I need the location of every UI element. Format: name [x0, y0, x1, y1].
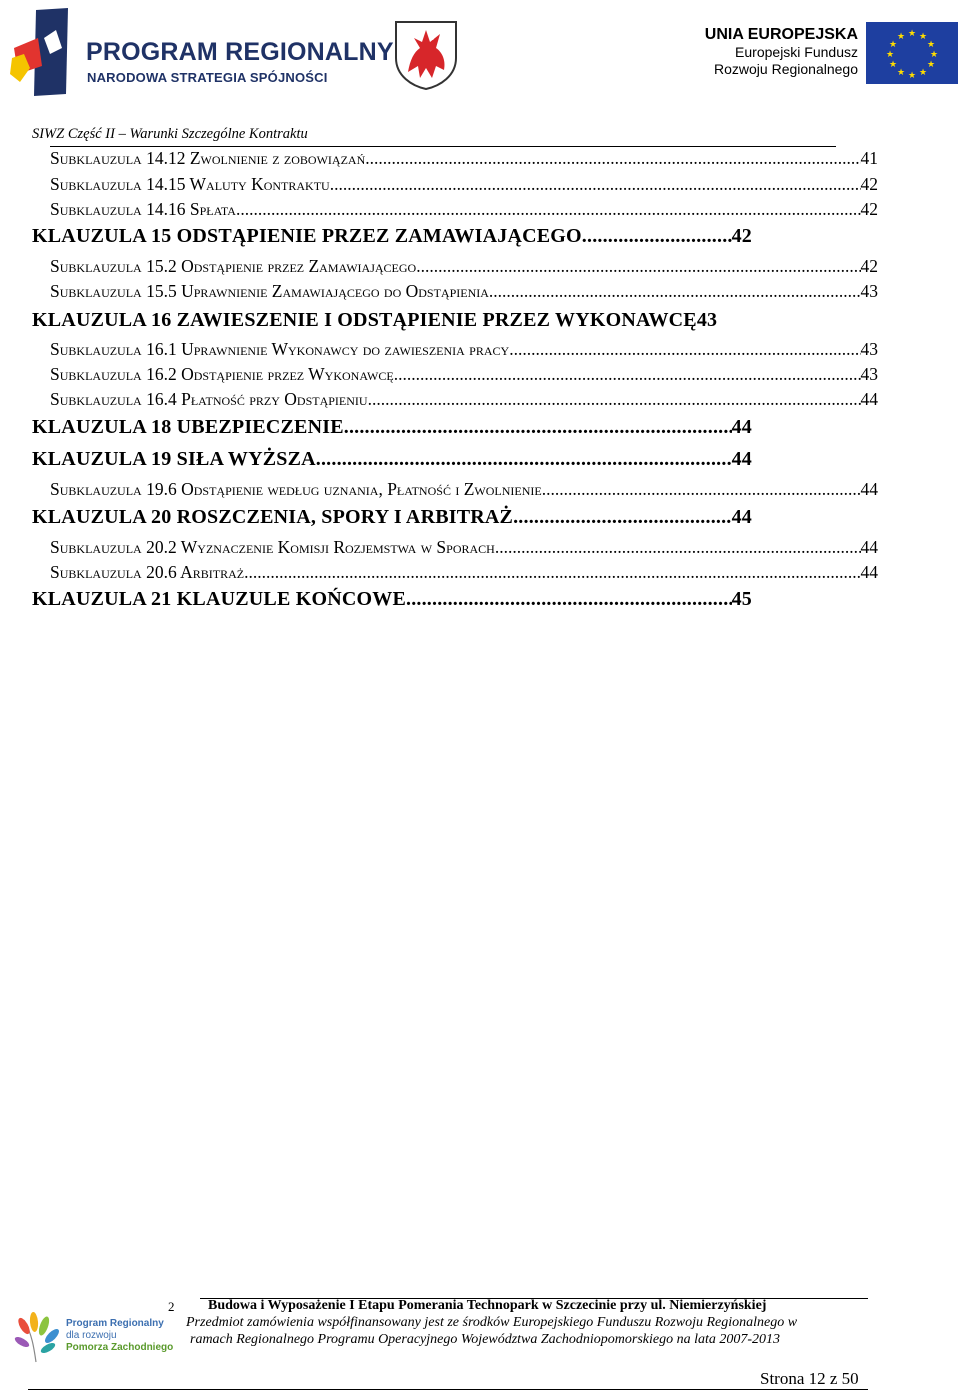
toc-entry-page: 42	[860, 174, 878, 194]
toc-entry-page: 44	[731, 416, 752, 438]
toc-leader-dots	[368, 389, 861, 410]
toc-entry-title: Subklauzula 14.16 Spłata	[50, 199, 236, 219]
pz-logo-line3: Pomorza Zachodniego	[66, 1342, 174, 1353]
toc-entry-title: KLAUZULA 15 ODSTĄPIENIE PRZEZ ZAMAWIAJĄCEGO	[32, 225, 582, 247]
toc-entry-title: Subklauzula 19.6 Odstąpienie według uznania, Płatność i Zwolnienie	[50, 479, 542, 499]
toc-entry-title: Subklauzula 20.2 Wyznaczenie Komisji Rozjemstwa w Sporach	[50, 537, 495, 557]
svg-text:★: ★	[907, 29, 917, 39]
footer-cofinancing-line2: ramach Regionalnego Programu Operacyjnego Województwa Zachodniopomorskiego na lata 2007-2013	[190, 1332, 781, 1347]
program-subtitle: NARODOWA STRATEGIA SPÓJNOŚCI	[87, 70, 328, 85]
toc-leader-dots	[582, 225, 732, 248]
toc-entry-page: 44	[860, 537, 878, 557]
toc-entry-clause-19[interactable]	[32, 448, 752, 471]
toc-entry-clause-20[interactable]	[32, 506, 752, 529]
eu-flag-icon	[866, 22, 958, 84]
toc-entry-clause-18[interactable]	[32, 416, 752, 439]
footer-cofinancing-line1: Przedmiot zamówienia współfinansowany jest ze środków Europejskiego Funduszu Rozwoju Regionalnego w	[186, 1315, 798, 1330]
toc-leader-dots	[513, 506, 731, 529]
svg-text:★: ★	[926, 60, 936, 70]
toc-entry-title: Subklauzula 15.5 Uprawnienie Zamawiającego do Odstąpienia	[50, 281, 489, 301]
svg-text:★: ★	[918, 32, 928, 42]
toc-entry-title: Subklauzula 16.2 Odstąpienie przez Wykonawcę	[50, 364, 394, 384]
toc-entry-title: Subklauzula 14.12 Zwolnienie z zobowiązań	[50, 148, 366, 168]
toc-entry-page: 43	[860, 339, 878, 359]
bottom-divider	[28, 1389, 868, 1390]
toc-entry-page: 42	[860, 199, 878, 219]
griffin-coat-of-arms-icon	[392, 20, 460, 90]
toc-leader-dots	[489, 281, 861, 302]
toc-entry-subclause-16-2[interactable]	[50, 364, 878, 385]
toc-entry-title: Subklauzula 16.1 Uprawnienie Wykonawcy do zawieszenia pracy	[50, 339, 510, 359]
svg-text:★: ★	[888, 40, 898, 50]
eu-text-block	[705, 26, 858, 79]
toc-leader-dots	[394, 364, 861, 385]
colored-leaves-icon	[14, 1312, 64, 1364]
toc-entry-title: KLAUZULA 18 UBEZPIECZENIE	[32, 416, 344, 438]
toc-entry-title: KLAUZULA 16 ZAWIESZENIE I ODSTĄPIENIE PRZEZ WYKONAWCĘ	[32, 309, 697, 331]
program-title: PROGRAM REGIONALNY	[86, 38, 394, 66]
eu-fund-line2: Rozwoju Regionalnego	[714, 61, 858, 77]
toc-entry-title: KLAUZULA 20 ROSZCZENIA, SPORY I ARBITRAŻ	[32, 506, 514, 528]
toc-entry-clause-15[interactable]	[32, 225, 752, 248]
toc-entry-subclause-16-4[interactable]	[50, 389, 878, 410]
toc-entry-title: Subklauzula 20.6 Arbitraż	[50, 562, 245, 582]
toc-entry-page: 45	[731, 588, 752, 610]
toc-entry-title: Subklauzula 15.2 Odstąpienie przez Zamawiającego	[50, 256, 417, 276]
toc-entry-page: 44	[731, 506, 752, 528]
toc-entry-subclause-20-6[interactable]	[50, 562, 878, 583]
toc-entry-page: 44	[860, 389, 878, 409]
svg-text:★: ★	[896, 68, 906, 78]
svg-text:★: ★	[929, 50, 939, 60]
toc-leader-dots	[330, 174, 861, 195]
toc-entry-page: 44	[860, 562, 878, 582]
pomorze-zachodnie-logo	[14, 1312, 174, 1364]
nss-star-icon	[8, 8, 78, 98]
svg-text:★: ★	[907, 71, 917, 81]
toc-leader-dots	[509, 339, 860, 360]
toc-entry-page: 42	[860, 256, 878, 276]
svg-text:★: ★	[896, 32, 906, 42]
toc-entry-subclause-20-2[interactable]	[50, 537, 878, 558]
toc-entry-page: 42	[731, 225, 752, 247]
toc-entry-subclause-14-12[interactable]	[50, 148, 878, 169]
svg-text:★: ★	[885, 50, 895, 60]
toc-entry-subclause-15-5[interactable]	[50, 281, 878, 302]
toc-entry-subclause-15-2[interactable]	[50, 256, 878, 277]
pz-logo-line2: dla rozwoju	[66, 1330, 117, 1341]
toc-entry-title: Subklauzula 14.15 Waluty Kontraktu	[50, 174, 330, 194]
toc-entry-page: 43	[860, 364, 878, 384]
toc-leader-dots	[542, 479, 861, 500]
program-regionalny-logo	[8, 8, 394, 98]
toc-entry-title: KLAUZULA 19 SIŁA WYŻSZA	[32, 448, 316, 470]
toc-entry-page: 43	[696, 309, 718, 331]
eu-title: UNIA EUROPEJSKA	[704, 26, 858, 43]
toc-leader-dots	[244, 562, 860, 583]
svg-text:★: ★	[918, 68, 928, 78]
footnote-number: 2	[168, 1299, 175, 1314]
toc-leader-dots	[406, 588, 732, 611]
footer-project-title: Budowa i Wyposażenie I Etapu Pomerania Technopark w Szczecinie przy ul. Niemierzyńskiej	[208, 1298, 767, 1313]
toc-leader-dots	[236, 199, 861, 220]
header-divider	[50, 146, 836, 147]
toc-entry-subclause-16-1[interactable]	[50, 339, 878, 360]
toc-entry-page: 43	[860, 281, 878, 301]
toc-entry-clause-16[interactable]	[32, 309, 770, 332]
toc-leader-dots	[316, 448, 732, 471]
toc-entry-page: 41	[860, 148, 878, 168]
toc-leader-dots	[344, 416, 732, 439]
document-subtitle: SIWZ Część II – Warunki Szczególne Kontraktu	[32, 126, 308, 142]
toc-entry-subclause-14-15[interactable]	[50, 174, 878, 195]
toc-entry-subclause-19-6[interactable]	[50, 479, 878, 500]
toc-entry-page: 44	[860, 479, 878, 499]
svg-text:★: ★	[926, 40, 936, 50]
toc-entry-title: KLAUZULA 21 KLAUZULE KOŃCOWE	[32, 588, 406, 610]
toc-entry-clause-21[interactable]	[32, 588, 752, 611]
page-number: Strona 12 z 50	[760, 1369, 859, 1388]
eu-fund-line1: Europejski Fundusz	[735, 43, 858, 60]
toc-leader-dots	[365, 148, 860, 169]
svg-text:★: ★	[888, 60, 898, 70]
toc-entry-page: 44	[731, 448, 752, 470]
toc-entry-subclause-14-16[interactable]	[50, 199, 878, 220]
pz-logo-line1: Program Regionalny	[66, 1318, 164, 1329]
toc-leader-dots	[416, 256, 860, 277]
toc-leader-dots	[495, 537, 861, 558]
toc-entry-title: Subklauzula 16.4 Płatność przy Odstąpieniu	[50, 389, 368, 409]
